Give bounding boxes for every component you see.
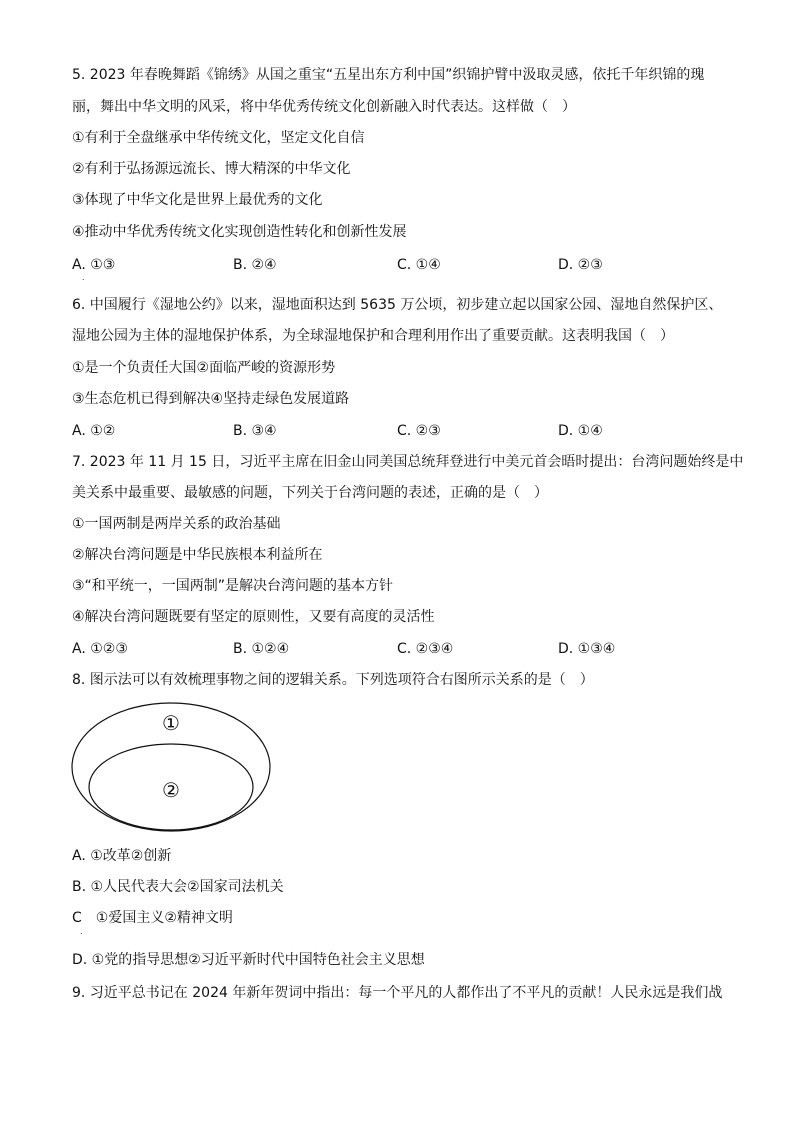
q6-item-2: ③生态危机已得到解决④坚持走绿色发展道路 bbox=[72, 391, 350, 407]
q5-item-1: ①有利于全盘继承中华传统文化，坚定文化自信 bbox=[72, 130, 365, 146]
q8-option-c: C ①爱国主义②精神文明 bbox=[72, 910, 233, 926]
q8-option-d: D. ①党的指导思想②习近平新时代中国特色社会主义思想 bbox=[72, 952, 425, 968]
inner-ellipse-label: ② bbox=[162, 778, 180, 802]
stray-dot-mark: . bbox=[82, 273, 85, 282]
q9-stem: 9. 习近平总书记在 2024 年新年贺词中指出：每一个平凡的人都作出了不平凡的贡献！人民永远是我们战 bbox=[72, 985, 723, 1001]
q5-item-4: ④推动中华优秀传统文化实现创造性转化和创新性发展 bbox=[72, 224, 407, 240]
q8-option-b: B. ①人民代表大会②国家司法机关 bbox=[72, 879, 284, 895]
q7-stem-line-2: 美关系中最重要、最敏感的问题，下列关于台湾问题的表述，正确的是（ ） bbox=[72, 485, 548, 501]
q7-option-b: B. ①②④ bbox=[233, 641, 290, 657]
q7-option-d: D. ①③④ bbox=[558, 641, 616, 657]
q5-option-b: B. ②④ bbox=[233, 257, 277, 273]
outer-ellipse-label: ① bbox=[162, 711, 180, 735]
q7-option-a: A. ①②③ bbox=[72, 641, 128, 657]
q6-option-d: D. ①④ bbox=[558, 423, 603, 439]
q7-item-4: ④解决台湾问题既要有坚定的原则性，又要有高度的灵活性 bbox=[72, 609, 435, 625]
q6-item-1: ①是一个负责任大国②面临严峻的资源形势 bbox=[72, 360, 336, 376]
q6-option-c: C. ②③ bbox=[397, 423, 441, 439]
q8-option-a: A. ①改革②创新 bbox=[72, 848, 172, 864]
q8-stem: 8. 图示法可以有效梳理事物之间的逻辑关系。下列选项符合右图所示关系的是（ ） bbox=[72, 672, 594, 688]
q7-item-3: ③“和平统一，一国两制”是解决台湾问题的基本方针 bbox=[72, 578, 394, 594]
q5-option-c: C. ①④ bbox=[397, 257, 441, 273]
q7-item-2: ②解决台湾问题是中华民族根本利益所在 bbox=[72, 547, 323, 563]
q5-item-2: ②有利于弘扬源远流长、博大精深的中华文化 bbox=[72, 161, 351, 177]
q6-option-b: B. ③④ bbox=[233, 423, 277, 439]
q7-item-1: ①一国两制是两岸关系的政治基础 bbox=[72, 516, 281, 532]
stray-dot-mark: . bbox=[80, 927, 83, 936]
q5-stem-line-2: 丽，舞出中华文明的风采，将中华优秀传统文化创新融入时代表达。这样做（ ） bbox=[72, 99, 576, 115]
q6-stem-line-2: 湿地公园为主体的湿地保护体系，为全球湿地保护和合理利用作出了重要贡献。这表明我国（ ） bbox=[72, 328, 674, 344]
q5-option-a: A. ①③ bbox=[72, 257, 116, 273]
q7-stem-line-1: 7. 2023 年 11 月 15 日，习近平主席在旧金山同美国总统拜登进行中美元首会晤时提出：台湾问题始终是中 bbox=[72, 454, 744, 470]
nested-ellipse-diagram bbox=[68, 700, 278, 835]
q7-option-c: C. ②③④ bbox=[397, 641, 454, 657]
q6-stem-line-1: 6. 中国履行《湿地公约》以来，湿地面积达到 5635 万公顷，初步建立起以国家公园、湿地自然保护区、 bbox=[72, 297, 723, 313]
q5-item-3: ③体现了中华文化是世界上最优秀的文化 bbox=[72, 192, 323, 208]
q6-option-a: A. ①② bbox=[72, 423, 116, 439]
q5-option-d: D. ②③ bbox=[558, 257, 603, 273]
q5-stem-line-1: 5. 2023 年春晚舞蹈《锦绣》从国之重宝“五星出东方利中国”织锦护臂中汲取灵感，依托千年织锦的瑰 bbox=[72, 67, 705, 83]
